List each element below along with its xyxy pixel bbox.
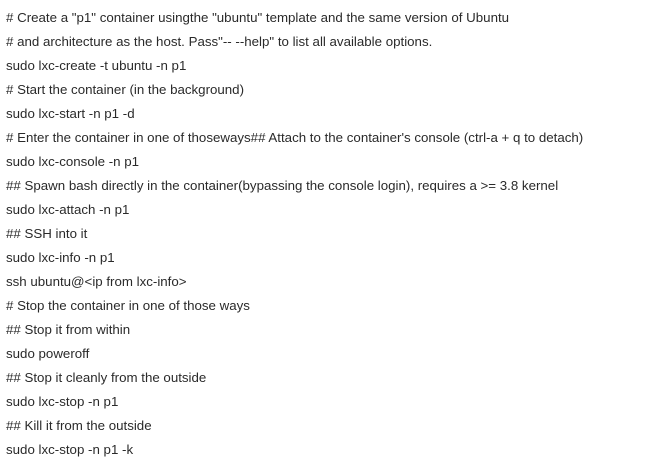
comment-line: # Create a "p1" container usingthe "ubuntu" template and the same version of Ubuntu: [6, 10, 510, 25]
comment-line: ## Stop it cleanly from the outside: [6, 370, 207, 385]
command-line: sudo lxc-console -n p1: [6, 154, 140, 169]
command-line: sudo lxc-stop -n p1 -k: [6, 442, 134, 457]
command-line: sudo poweroff: [6, 346, 90, 361]
comment-line: # and architecture as the host. Pass"-- --help" to list all available options.: [6, 34, 433, 49]
comment-line: ## Stop it from within: [6, 322, 131, 337]
comment-line: ## Spawn bash directly in the container(bypassing the console login), requires a >= 3.8 kernel: [6, 178, 559, 193]
comment-line: # Enter the container in one of thoseways## Attach to the container's console (ctrl-a + q to detach): [6, 130, 584, 145]
comment-line: ## SSH into it: [6, 226, 88, 241]
command-text-block: [6, 6, 642, 462]
command-line: sudo lxc-start -n p1 -d: [6, 106, 135, 121]
command-line: sudo lxc-attach -n p1: [6, 202, 130, 217]
command-line: sudo lxc-create -t ubuntu -n p1: [6, 58, 187, 73]
comment-line: ## Kill it from the outside: [6, 418, 152, 433]
command-line: sudo lxc-info -n p1: [6, 250, 115, 265]
comment-line: # Start the container (in the background): [6, 82, 245, 97]
command-line: sudo lxc-stop -n p1: [6, 394, 119, 409]
command-line: ssh ubuntu@<ip from lxc-info>: [6, 274, 187, 289]
comment-line: # Stop the container in one of those ways: [6, 298, 250, 313]
